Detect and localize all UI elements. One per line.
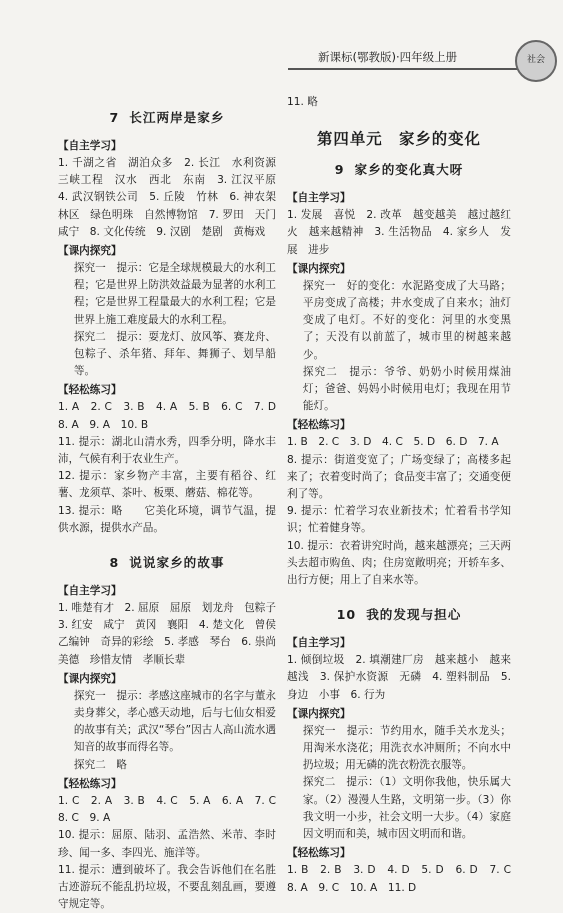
section-title — [58, 107, 276, 126]
subsection-label: 【课内探究】 — [287, 707, 351, 720]
section-number: 9 — [334, 162, 345, 178]
answer-paragraph: 1. 倾倒垃圾 2. 填潮建厂房 越来越小 越来越浅 3. 保护水资源 无磷 4. 塑料制品 5. 身边 小事 6. 行为 — [287, 654, 511, 701]
section-title-text: 家乡的变化真大呀 — [354, 162, 464, 178]
answer-paragraph: 1. 发展 喜悦 2. 改革 越变越美 越过越红火 越来越精神 3. 生活物品 4. 家乡人 发展 进步 — [287, 209, 511, 256]
header-series: 新课标(鄂教版)·四年级上册 — [318, 50, 458, 64]
header-rule — [288, 68, 520, 70]
section-number: 8 — [109, 555, 120, 571]
left-column — [58, 92, 287, 913]
subsection-label: 【自主学习】 — [287, 637, 351, 650]
answer-paragraph: 13. 提示：略 它美化环境，调节气温，提供水源，提供水产品。 — [58, 504, 276, 534]
answer-paragraph: 11. 提示：遭到破坏了。我会告诉他们在名胜古迹游玩不能乱扔垃圾，不要乱刻乱画，要遵守规定等。 — [58, 863, 276, 911]
section-number: 7 — [109, 110, 120, 125]
right-column — [287, 94, 522, 897]
answer-paragraph: 探究一 提示：它是全球规模最大的水利工程；它是世界上防洪效益最为显著的水利工程；它是世界工程量最大的水利工程；它是世界上施工难度最大的水利工程。 — [73, 262, 276, 326]
answer-paragraph: 探究二 提示：耍龙灯、放风筝、赛龙舟、包粽子、杀年猪、拜年、舞狮子、划旱船等。 — [73, 330, 276, 378]
answer-paragraph: 1. B 2. B 3. D 4. D 5. D 6. D 7. C 8. A 9. C 10. A 11. D — [287, 864, 522, 894]
section-title-text: 说说家乡的故事 — [129, 555, 225, 571]
subsection-label: 【轻松练习】 — [287, 847, 351, 860]
answer-paragraph: 10. 提示：衣着讲究时尚，越来越漂亮；三天两头去超市购鱼、肉；住房宽敞明亮；开轿车多、出行方便；用上了自来水等。 — [287, 539, 511, 587]
answer-paragraph: 1. C 2. A 3. B 4. C 5. A 6. A 7. C 8. C 9. A — [58, 794, 287, 825]
section-title — [287, 159, 511, 178]
subsection-label: 【自主学习】 — [58, 140, 122, 152]
section-title-text: 长江两岸是家乡 — [129, 110, 225, 125]
answer-paragraph: 1. A 2. C 3. B 4. A 5. B 6. C 7. D 8. A 9. A 10. B — [58, 401, 287, 431]
subsection-label: 【轻松练习】 — [58, 384, 122, 397]
publisher-logo: 社会 — [515, 40, 557, 82]
subsection-label: 【轻松练习】 — [58, 777, 122, 790]
answer-paragraph: 探究二 提示：（1）文明你我他，快乐属大家。（2）漫漫人生路，文明第一步。（3）你我文明一小步，社会文明一大步。（4）家庭因文明而和美，城市因文明而和谐。 — [302, 776, 511, 841]
section-title — [58, 552, 276, 571]
answer-paragraph: 11. 提示：湖北山清水秀，四季分明，降水丰沛，气候有利于农业生产。 — [58, 435, 276, 466]
section-title — [287, 604, 511, 623]
answer-paragraph: 1. 唯楚有才 2. 屈原 屈原 划龙舟 包粽子 3. 红安 咸宁 黄冈 襄阳 4. 楚文化 曾侯乙编钟 奇异的彩绘 5. 孝感 琴台 6. 祟尚美德 珍惜友情 孝顺长辈 — [58, 602, 287, 666]
subsection-label: 【课内探究】 — [287, 262, 351, 275]
subsection-label: 【轻松练习】 — [287, 419, 351, 432]
answer-paragraph: 8. 提示：街道变宽了；广场变绿了；高楼多起来了；衣着变时尚了；食品变丰富了；交通变便利了等。 — [287, 453, 511, 501]
section-number: 10 — [336, 607, 357, 623]
subsection-label: 【课内探究】 — [58, 672, 122, 685]
answer-paragraph: 9. 提示：忙着学习农业新技术；忙着看书学知识；忙着健身等。 — [287, 505, 511, 535]
section-title-text: 我的发现与担心 — [366, 607, 462, 623]
answer-paragraph: 探究一 提示：孝感这座城市的名字与董永卖身葬父，孝心感天动地，后与七仙女相爱的故事有关；武汉“琴台”因古人高山流水遇知音的故事而得名等。 — [73, 689, 276, 754]
subsection-label: 【课内探究】 — [58, 245, 122, 258]
subsection-label: 【自主学习】 — [287, 192, 351, 205]
unit-title: 第四单元 家乡的变化 — [317, 130, 481, 149]
answer-paragraph: 1. 千湖之省 湖泊众多 2. 长江 水利资源 三峡工程 汉水 西北 东南 3. 江汉平原 4. 武汉钢铁公司 5. 丘陵 竹林 6. 神农架林区 绿色明珠 自然博物馆 7. 罗田 天门 咸宁 8. 文化传统 9. 汉剧 楚剧 黄梅戏 — [58, 157, 287, 238]
subsection-label: 【自主学习】 — [58, 585, 122, 598]
answer-paragraph: 12. 提示：家乡物产丰富，主要有稻谷、红薯、龙须草、茶叶、板栗、蘑菇、棉花等。 — [58, 470, 276, 500]
answer-paragraph: 探究一 提示：节约用水，随手关水龙头；用淘米水浇花；用洗衣水冲厕所；不向水中扔垃圾；用无磷的洗衣粉洗衣服等。 — [302, 724, 511, 772]
answer-paragraph: 探究二 提示：爷爷、奶奶小时候用煤油灯；爸爸、妈妈小时候用电灯；我现在用节能灯。 — [302, 365, 511, 413]
answer-paragraph: 11. 略 — [287, 96, 318, 108]
answer-paragraph: 探究二 略 — [73, 758, 127, 771]
answer-paragraph: 10. 提示：屈原、陆羽、孟浩然、米芾、李时珍、闻一多、李四光、施洋等。 — [58, 829, 276, 859]
answer-paragraph: 探究一 好的变化：水泥路变成了大马路；平房变成了高楼；井水变成了自来水；油灯变成了电灯。不好的变化：河里的水变黑了；天没有以前蓝了，城市里的树越来越少。 — [302, 279, 511, 361]
answer-paragraph: 1. B 2. C 3. D 4. C 5. D 6. D 7. A — [287, 436, 499, 449]
